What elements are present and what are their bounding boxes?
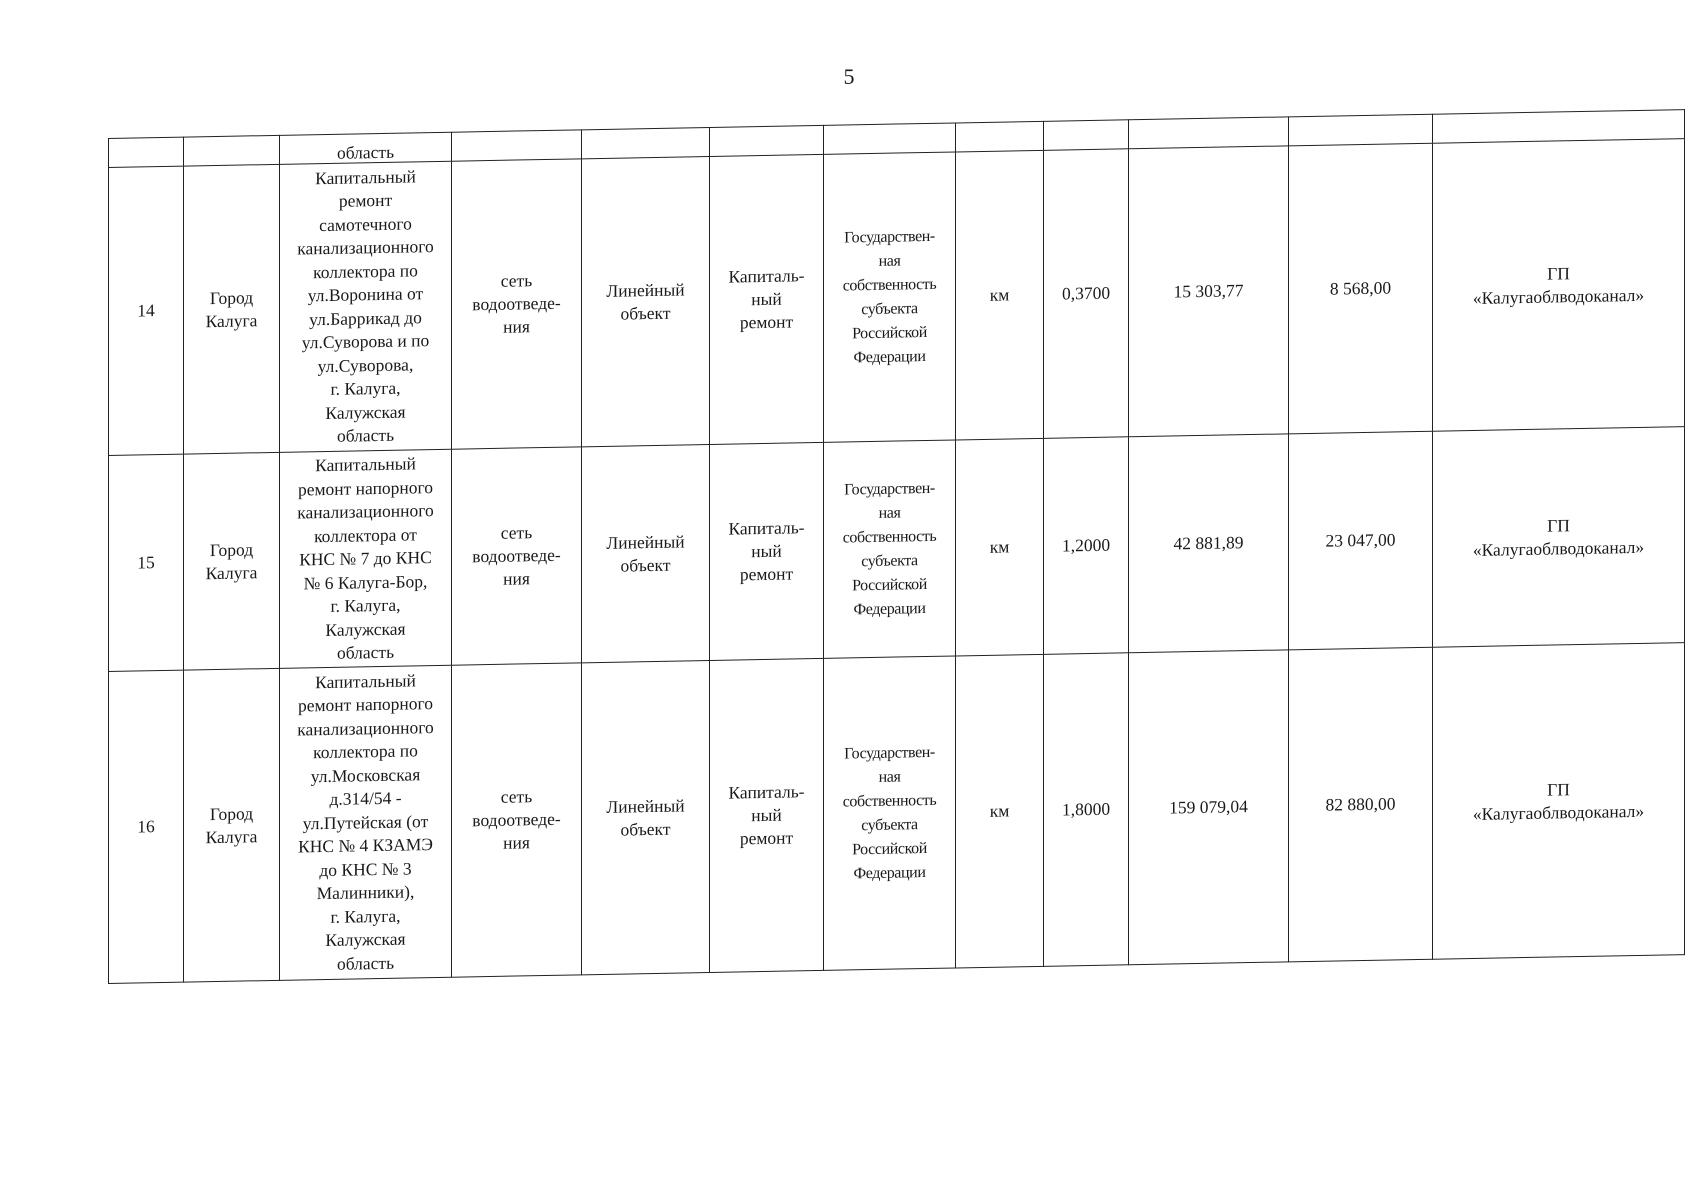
cell-empty xyxy=(710,125,824,157)
object-type-cell: Линейный объект xyxy=(582,157,710,447)
cell-empty xyxy=(1129,117,1289,149)
cell-empty xyxy=(1433,110,1685,144)
cell-empty xyxy=(109,137,184,168)
cost-share-cell: 82 880,00 xyxy=(1289,648,1433,962)
cost-total-cell: 159 079,04 xyxy=(1129,650,1289,965)
cost-total-cell: 42 881,89 xyxy=(1129,434,1289,653)
organization-cell: ГП «Калугаоблводоканал» xyxy=(1433,427,1685,648)
network-cell: сеть водоотведе- ния xyxy=(452,159,582,449)
cell-empty xyxy=(1289,114,1433,146)
cell-empty xyxy=(184,135,280,166)
city-cell: Город Калуга xyxy=(184,165,280,455)
description-cell: Капитальный ремонт напорного канализационного коллектора по ул.Московская д.314/54 - ул.Путейская (от КНС № 4 КЗАМЭ до КНС № 3 Малинники), г. Калуга, Калужская область xyxy=(280,666,452,981)
cell-empty xyxy=(824,123,956,155)
table-row xyxy=(109,139,1685,456)
cell-empty xyxy=(452,130,582,162)
length-cell: 0,3700 xyxy=(1044,149,1129,438)
network-cell: сеть водоотведе- ния xyxy=(452,663,582,977)
description-cell: Капитальный ремонт самотечного канализационного коллектора по ул.Воронина от ул.Баррикад до ул.Суворова и по ул.Суворова, г. Калуга, Калужская область xyxy=(280,162,452,453)
table-row xyxy=(109,427,1685,672)
work-type-cell: Капиталь- ный ремонт xyxy=(710,659,824,973)
row-number: 14 xyxy=(109,167,184,456)
unit-cell: км xyxy=(956,439,1044,657)
organization-cell: ГП «Калугаоблводоканал» xyxy=(1433,139,1685,431)
table-container xyxy=(108,109,1684,984)
table-row xyxy=(109,643,1685,984)
ownership-cell: Государствен- ная собственность субъекта Российской Федерации xyxy=(824,152,956,442)
cell-empty xyxy=(582,127,710,159)
cell-empty xyxy=(1044,120,1129,151)
length-cell: 1,8000 xyxy=(1044,653,1129,966)
length-cell: 1,2000 xyxy=(1044,437,1129,655)
object-type-cell: Линейный объект xyxy=(582,661,710,975)
cost-share-cell: 8 568,00 xyxy=(1289,144,1433,434)
cost-share-cell: 23 047,00 xyxy=(1289,431,1433,650)
object-type-cell: Линейный объект xyxy=(582,445,710,663)
table-body xyxy=(109,139,1685,983)
work-type-cell: Капиталь- ный ремонт xyxy=(710,155,824,445)
city-cell: Город Калуга xyxy=(184,453,280,671)
unit-cell: км xyxy=(956,151,1044,440)
cost-total-cell: 15 303,77 xyxy=(1129,146,1289,437)
continuation-cell: область xyxy=(280,132,452,165)
network-cell: сеть водоотведе- ния xyxy=(452,447,582,665)
organization-cell: ГП «Калугаоблводоканал» xyxy=(1433,643,1685,959)
objects-table xyxy=(108,109,1685,984)
cell-empty xyxy=(956,121,1044,152)
unit-cell: км xyxy=(956,655,1044,968)
work-type-cell: Капиталь- ный ремонт xyxy=(710,443,824,661)
description-cell: Капитальный ремонт напорного канализационного коллектора от КНС № 7 до КНС № 6 Калуга-Бор, г. Калуга, Калужская область xyxy=(280,449,452,668)
row-number: 15 xyxy=(109,454,184,671)
page-number: 5 xyxy=(843,64,855,89)
ownership-cell: Государствен- ная собственность субъекта Российской Федерации xyxy=(824,656,956,970)
ownership-cell: Государствен- ная собственность субъекта Российской Федерации xyxy=(824,440,956,658)
city-cell: Город Калуга xyxy=(184,669,280,982)
row-number: 16 xyxy=(109,670,184,983)
